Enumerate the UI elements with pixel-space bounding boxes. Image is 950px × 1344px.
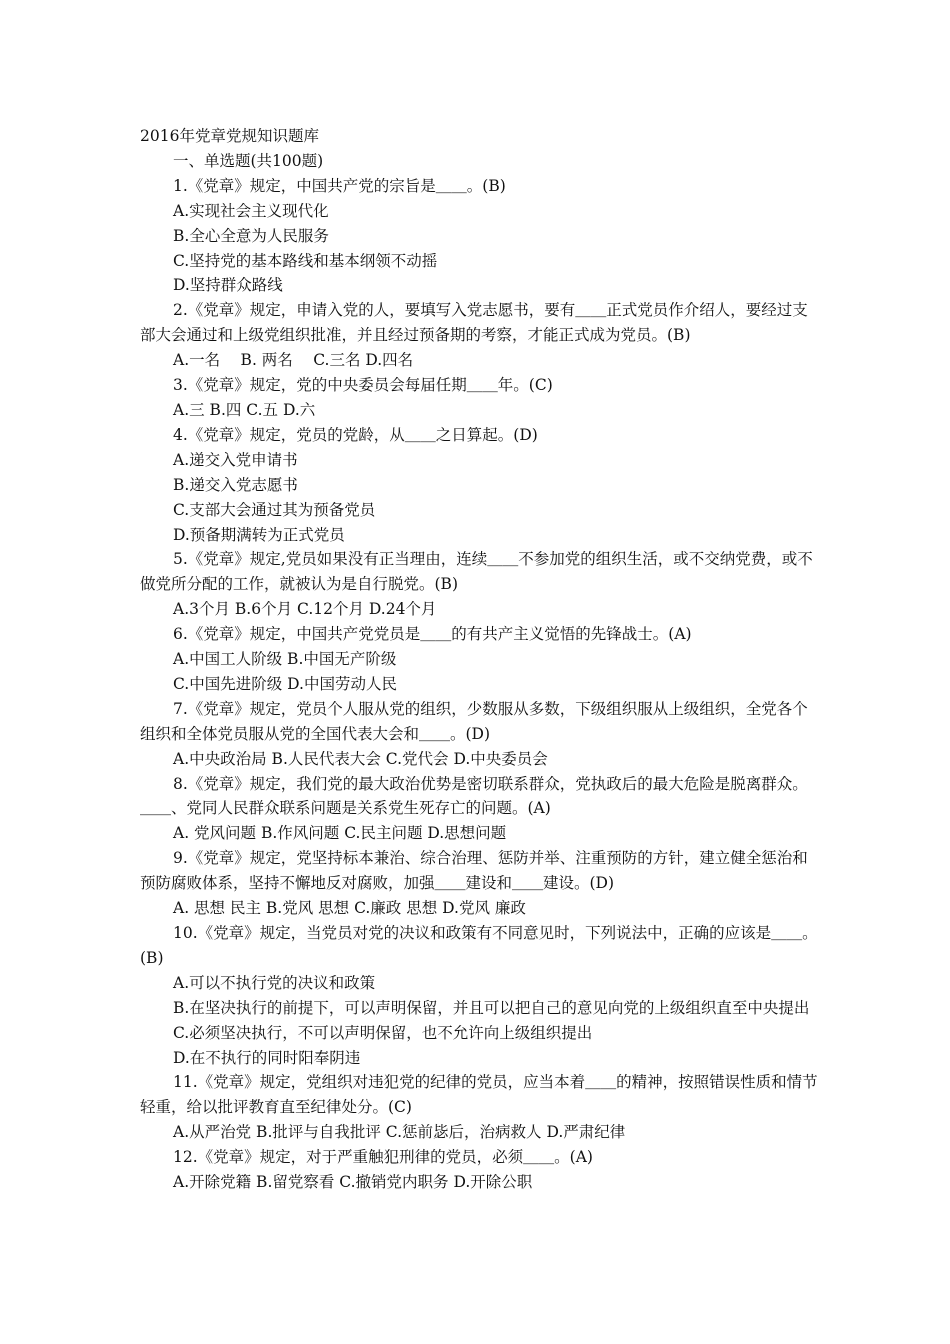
document-line: 7.《党章》规定，党员个人服从党的组织，少数服从多数，下级组织服从上级组织，全党各个组织和全体党员服从党的全国代表大会和＿＿。(D) (140, 699, 808, 743)
document-line: 8.《党章》规定，我们党的最大政治优势是密切联系群众，党执政后的最大危险是脱离群众。＿＿、党同人民群众联系问题是关系党生死存亡的问题。(A) (140, 774, 808, 818)
document-line: A.可以不执行党的决议和政策 (173, 973, 376, 992)
document-body (140, 124, 818, 1195)
document-line: 1.《党章》规定，中国共产党的宗旨是＿＿。(B) (173, 176, 506, 195)
document-line: A.3个月 B.6个月 C.12个月 D.24个月 (173, 600, 437, 619)
document-line: 9.《党章》规定，党坚持标本兼治、综合治理、惩防并举、注重预防的方针，建立健全惩治和预防腐败体系，坚持不懈地反对腐败，加强＿＿建设和＿＿建设。(D) (140, 849, 808, 893)
document-line: B.全心全意为人民服务 (173, 226, 329, 245)
document-line: C.中国先进阶级 D.中国劳动人民 (173, 674, 397, 693)
document-line: A.一名 B. 两名 C.三名 D.四名 (173, 351, 414, 370)
document-line: 10.《党章》规定，当党员对党的决议和政策有不同意见时，下列说法中，正确的应该是＿＿。(B) (140, 924, 818, 967)
document-line: 5.《党章》规定,党员如果没有正当理由，连续＿＿不参加党的组织生活，或不交纳党费，或不做党所分配的工作，就被认为是自行脱党。(B) (140, 550, 813, 594)
document-line: D.预备期满转为正式党员 (173, 525, 345, 544)
question-list (140, 174, 818, 1195)
document-line: C.支部大会通过其为预备党员 (173, 500, 376, 519)
document-line: C.必须坚决执行，不可以声明保留，也不允许向上级组织提出 (173, 1023, 593, 1042)
document-line: 11.《党章》规定，党组织对违犯党的纪律的党员，应当本着＿＿的精神，按照错误性质和情节轻重，给以批评教育直至纪律处分。(C) (140, 1073, 818, 1117)
document-line: A. 党风问题 B.作风问题 C.民主问题 D.思想问题 (173, 824, 507, 843)
document-line: A.中国工人阶级 B.中国无产阶级 (173, 650, 397, 669)
document-line: B.在坚决执行的前提下，可以声明保留，并且可以把自己的意见向党的上级组织直至中央提出 (173, 998, 810, 1017)
document-line: 4.《党章》规定，党员的党龄，从＿＿之日算起。(D) (173, 425, 538, 444)
document-line: 6.《党章》规定，中国共产党党员是＿＿的有共产主义觉悟的先锋战士。(A) (173, 625, 692, 644)
document-line: D.在不执行的同时阳奉阴违 (173, 1048, 361, 1067)
document-line: 2.《党章》规定，申请入党的人，要填写入党志愿书，要有＿＿正式党员作介绍人，要经过支部大会通过和上级党组织批准，并且经过预备期的考察，才能正式成为党员。(B) (140, 301, 808, 345)
document-title: 2016年党章党规知识题库 (140, 127, 319, 145)
document-line: A. 思想 民主 B.党风 思想 C.廉政 思想 D.党风 廉政 (173, 899, 526, 918)
document-line: A.实现社会主义现代化 (173, 201, 329, 220)
document-line: 12.《党章》规定，对于严重触犯刑律的党员，必须＿＿。(A) (173, 1148, 593, 1167)
document-line: B.递交入党志愿书 (173, 475, 298, 494)
document-line: A.开除党籍 B.留党察看 C.撤销党内职务 D.开除公职 (173, 1173, 533, 1192)
document-line: 3.《党章》规定，党的中央委员会每届任期＿＿年。(C) (173, 376, 553, 395)
section-heading: 一、单选题(共100题) (173, 151, 324, 170)
document-line: A.从严治党 B.批评与自我批评 C.惩前毖后，治病救人 D.严肃纪律 (173, 1123, 626, 1142)
document-line: A.递交入党申请书 (173, 450, 298, 469)
document-line: C.坚持党的基本路线和基本纲领不动摇 (173, 251, 438, 270)
document-line: A.中央政治局 B.人民代表大会 C.党代会 D.中央委员会 (173, 749, 548, 768)
document-line: A.三 B.四 C.五 D.六 (173, 400, 316, 419)
document-line: D.坚持群众路线 (173, 276, 283, 295)
